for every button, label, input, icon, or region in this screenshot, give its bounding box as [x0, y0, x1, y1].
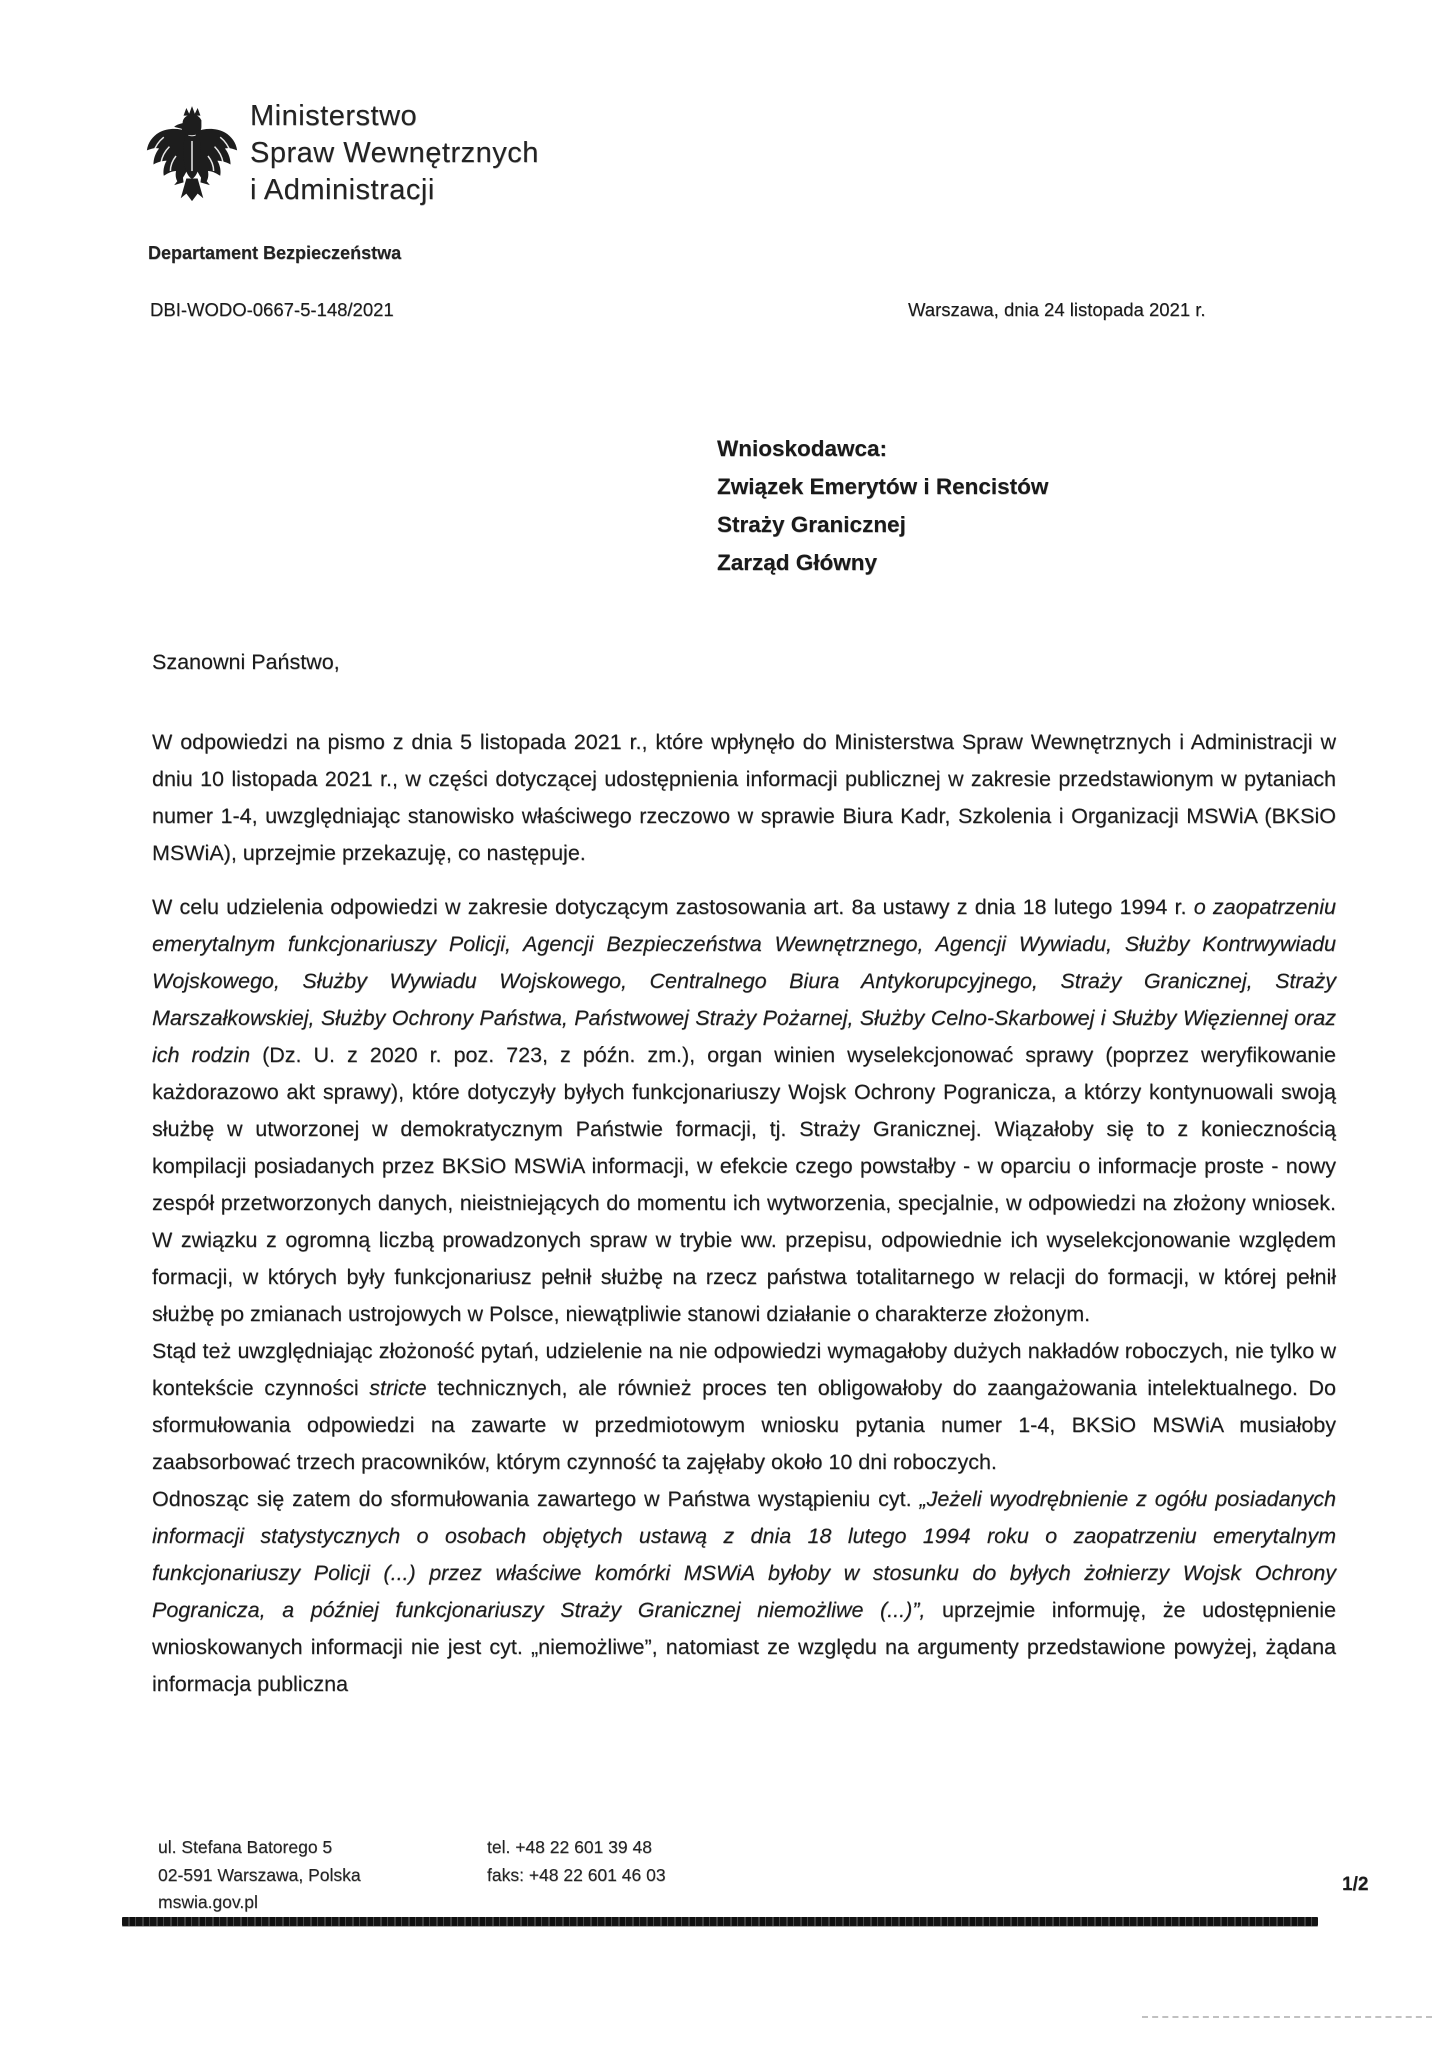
legal-citation-italic: o zaopatrzeniu emerytalnym funkcjonariuszy Policji, Agencji Bezpieczeństwa Wewnętrznego, Agencji Wywiadu, Służby Kontrwywiadu Wojskowego, Służby Wywiadu Wojskowego, Centralnego Biura Antykorupcyjnego, Straży Granicznej, Straży Marszałkowskiej, Służby Ochrony Państwa, Państwowej Straży Pożarnej, Służby Celno-Skarbowej i Służby Więziennej oraz ich rodzin: [152, 895, 1336, 1067]
ministry-name: [250, 98, 539, 209]
footer-contact-block: [487, 1834, 666, 1889]
body-paragraph-4: [152, 1481, 1336, 1703]
letter-body: [152, 724, 1336, 1703]
paragraph-text: W odpowiedzi na pismo z dnia 5 listopada 2021 r., które wpłynęło do Ministerstwa Spraw Wewnętrznych i Administracji w dniu 10 listopada 2021 r., w części dotyczącej udostępnienia informacji publicznej w zakresie przedstawionym w pytaniach numer 1-4, uwzględniając stanowisko właściwego rzeczowo w sprawie Biura Kadr, Szkolenia i Organizacji MSWiA (BKSiO MSWiA), uprzejmie przekazuję, co następuje.: [152, 730, 1336, 865]
latin-term-italic: stricte: [369, 1376, 427, 1400]
ministry-name-line: i Administracji: [250, 174, 435, 206]
footer-phone: tel. +48 22 601 39 48: [487, 1837, 652, 1857]
paragraph-text: Odnosząc się zatem do sformułowania zawartego w Państwa wystąpieniu cyt.: [152, 1487, 920, 1511]
footer-address-block: [158, 1834, 361, 1917]
paragraph-text: uprzejmie informuję, że udostępnienie wnioskowanych informacji nie jest cyt. „niemożliwe”, natomiast ze względu na argumenty przedstawione powyżej, żądana informacja publiczna: [152, 1598, 1336, 1696]
body-paragraph-1: [152, 724, 1336, 872]
addressee-line: Związek Emerytów i Rencistów: [717, 474, 1049, 499]
paragraph-text: W celu udzielenia odpowiedzi w zakresie dotyczącym zastosowania art. 8a ustawy z dnia 18 lutego 1994 r.: [152, 895, 1194, 919]
footer-website: mswia.gov.pl: [158, 1892, 258, 1912]
department-name: Departament Bezpieczeństwa: [148, 243, 402, 263]
paragraph-text: Stąd też uwzględniając złożoność pytań, udzielenie na nie odpowiedzi wymagałoby dużych nakładów roboczych, nie tylko w kontekście czynności: [152, 1339, 1336, 1400]
ministry-name-line: Spraw Wewnętrznych: [250, 137, 539, 169]
addressee-block: [717, 430, 1048, 582]
place-and-date: Warszawa, dnia 24 listopada 2021 r.: [908, 299, 1206, 320]
coat-of-arms-eagle-icon: [145, 100, 239, 212]
addressee-line: Zarząd Główny: [717, 550, 878, 575]
quotation-italic: „Jeżeli wyodrębnienie z ogółu posiadanych informacji statystycznych o osobach objętych ustawą z dnia 18 lutego 1994 roku o zaopatrzeniu emerytalnym funkcjonariuszy Policji (...) przez właściwe komórki MSWiA byłoby w stosunku do byłych żołnierzy Wojsk Ochrony Pogranicza, a później funkcjonariuszy Straży Granicznej niemożliwe (...)”,: [152, 1487, 1336, 1622]
addressee-line: Straży Granicznej: [717, 512, 906, 537]
paragraph-text: (Dz. U. z 2020 r. poz. 723, z późn. zm.), organ winien wyselekcjonować sprawy (poprzez weryfikowanie każdorazowo akt sprawy), które dotyczyły byłych funkcjonariuszy Wojsk Ochrony Pogranicza, a którzy kontynuowali swoją służbę w utworzonej w demokratycznym Państwie formacji, tj. Straży Granicznej. Wiązałoby się to z koniecznością kompilacji posiadanych przez BKSiO MSWiA informacji, w efekcie czego powstałby - w oparciu o informacje proste - nowy zespół przetworzonych danych, nieistniejących do momentu ich wytworzenia, specjalnie, w odpowiedzi na złożony wniosek. W związku z ogromną liczbą prowadzonych spraw w trybie ww. przepisu, odpowiednie ich wyselekcjonowanie względem formacji, w których były funkcjonariusz pełnił służbę na rzecz państwa totalitarnego w relacji do formacji, w której pełnił służbę po zmianach ustrojowych w Polsce, niewątpliwie stanowi działanie o charakterze złożonym.: [152, 1043, 1336, 1326]
reference-number: DBI-WODO-0667-5-148/2021: [150, 299, 394, 320]
body-paragraph-3: [152, 1333, 1336, 1481]
page-number: 1/2: [1342, 1874, 1369, 1895]
ministry-name-line: Ministerstwo: [250, 100, 418, 132]
addressee-label: Wnioskodawca:: [717, 436, 888, 461]
footer-fax: faks: +48 22 601 46 03: [487, 1864, 666, 1885]
body-paragraph-2: [152, 889, 1336, 1333]
footer-divider: [122, 1917, 1318, 1926]
salutation: Szanowni Państwo,: [152, 650, 340, 674]
scan-artifact-line: [1142, 2016, 1432, 2018]
footer-street: ul. Stefana Batorego 5: [158, 1837, 333, 1857]
footer-city: 02-591 Warszawa, Polska: [158, 1864, 361, 1885]
paragraph-text: technicznych, ale również proces ten obligowałoby do zaangażowania intelektualnego. Do sformułowania odpowiedzi na zawarte w przedmiotowym wniosku pytania numer 1-4, BKSiO MSWiA musiałoby zaabsorbować trzech pracowników, którym czynność ta zajęłaby około 10 dni roboczych.: [152, 1376, 1336, 1474]
